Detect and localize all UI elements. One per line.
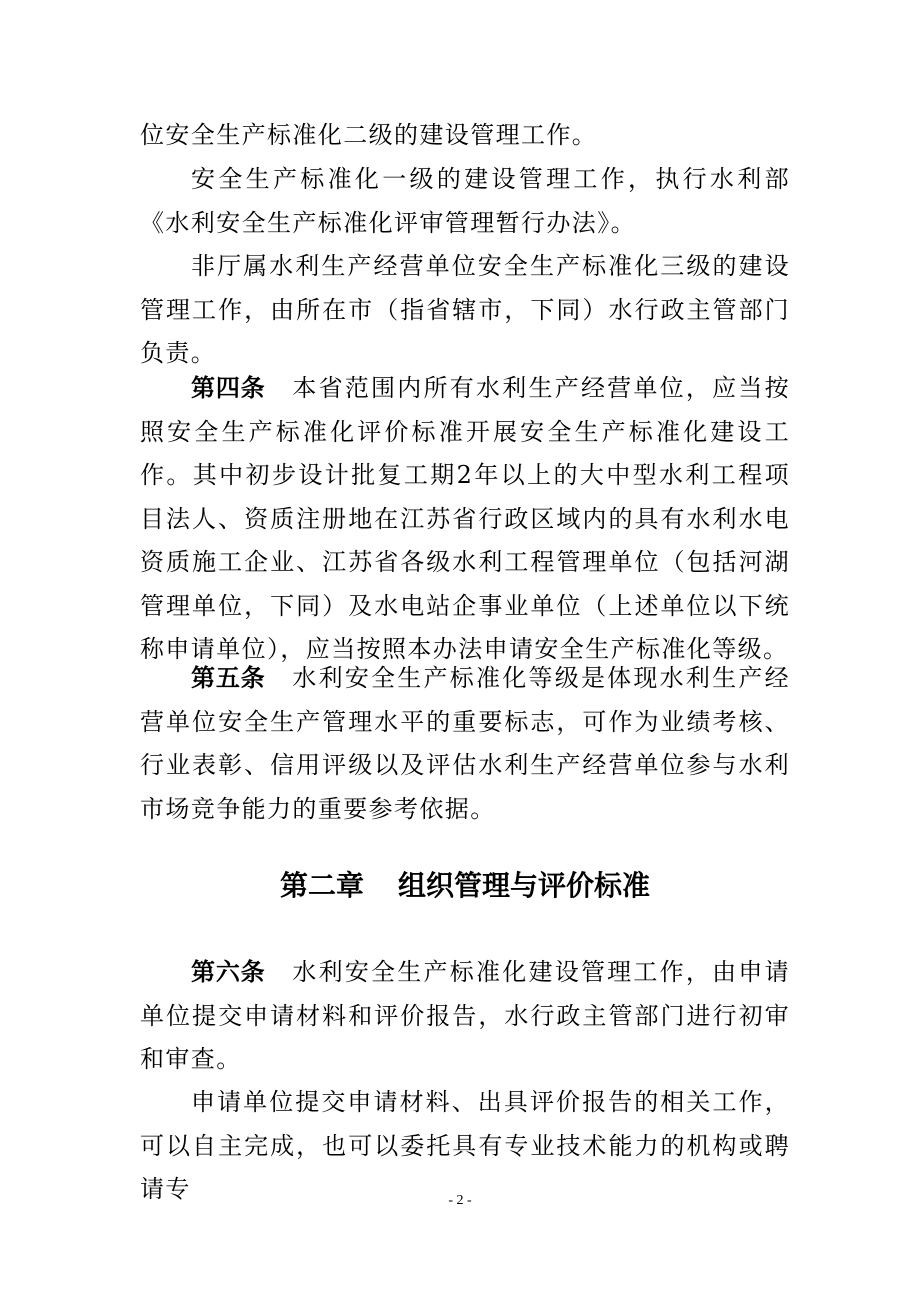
paragraph-continuation: 位安全生产标准化二级的建设管理工作。 (140, 121, 598, 149)
article-four-label: 第四条 (191, 373, 266, 402)
article-six (140, 950, 790, 1082)
page-number: - 2 - (448, 1193, 472, 1208)
article-four (140, 366, 790, 672)
chapter-heading (140, 866, 790, 906)
paragraph-level-one: 安全生产标准化一级的建设管理工作，执行水利部《水利安全生产标准化评审管理暂行办法》。 (140, 165, 790, 237)
article-four-text: 本省范围内所有水利生产经营单位，应当按照安全生产标准化评价标准开展安全生产标准化建设工作。其中初步设计批复工期2年以上的大中型水利工程项目法人、资质注册地在江苏省行政区域内的具有水利水电资质施工企业、江苏省各级水利工程管理单位（包括河湖管理单位，下同）及水电站企事业单位（上述单位以下统称申请单位），应当按照本办法申请安全生产标准化等级。 (140, 374, 790, 663)
chapter-number: 第二章 (279, 869, 364, 902)
chapter-title: 组织管理与评价标准 (398, 869, 651, 902)
paragraph-level-three: 非厅属水利生产经营单位安全生产标准化三级的建设管理工作，由所在市（指省辖市，下同）水行政主管部门负责。 (140, 252, 790, 367)
article-six-label: 第六条 (191, 957, 266, 986)
article-five-text: 水利安全生产标准化等级是体现水利生产经营单位安全生产管理水平的重要标志，可作为业绩考核、行业表彰、信用评级以及评估水利生产经营单位参与水利市场竞争能力的重要参考依据。 (140, 664, 790, 823)
paragraph-final: 申请单位提交申请材料、出具评价报告的相关工作，可以自主完成，也可以委托具有专业技术能力的机构或聘请专 (140, 1088, 790, 1203)
article-five-label: 第五条 (191, 663, 266, 692)
article-six-text: 水利安全生产标准化建设管理工作，由申请单位提交申请材料和评价报告，水行政主管部门进行初审和审查。 (140, 958, 790, 1073)
article-five (140, 656, 790, 831)
